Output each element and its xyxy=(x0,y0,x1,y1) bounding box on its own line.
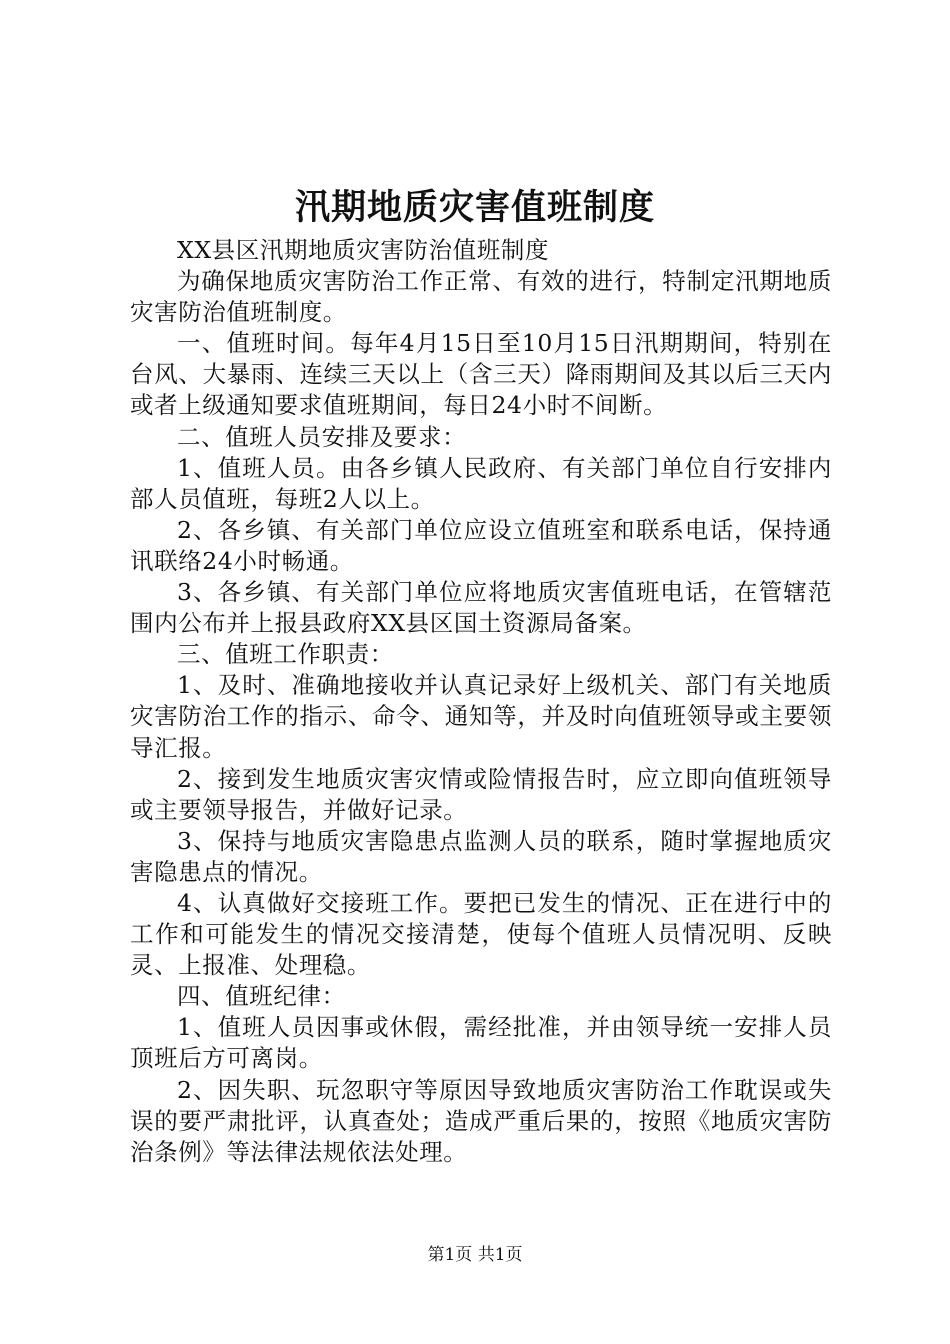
paragraph: XX县区汛期地质灾害防治值班制度 xyxy=(177,236,550,264)
page-footer: 第1页 共1页 xyxy=(427,1245,523,1265)
paragraph: 二、值班人员安排及要求： xyxy=(177,422,467,451)
paragraph: 2、因失职、玩忽职守等原因导致地质灾害防治工作耽误或失误的要严肃批评，认真查处；造成严重后果的，按照《地质灾害防治条例》等法律法规依法处理。 xyxy=(130,1075,832,1166)
document-body xyxy=(130,235,832,1168)
paragraph: 3、各乡镇、有关部门单位应将地质灾害值班电话，在管辖范围内公布并上报县政府XX县区国土资源局备案。 xyxy=(130,578,832,638)
paragraph: 3、保持与地质灾害隐患点监测人员的联系，随时掌握地质灾害隐患点的情况。 xyxy=(130,826,832,886)
paragraph: 三、值班工作职责： xyxy=(177,640,394,669)
paragraph: 为确保地质灾害防治工作正常、有效的进行，特制定汛期地质灾害防治值班制度。 xyxy=(130,267,832,327)
paragraph: 1、及时、准确地接收并认真记录好上级机关、部门有关地质灾害防治工作的指示、命令、通知等，并及时向值班领导或主要领导汇报。 xyxy=(130,671,832,762)
paragraph: 2、接到发生地质灾害灾情或险情报告时，应立即向值班领导或主要领导报告，并做好记录。 xyxy=(130,764,832,824)
paragraph: 4、认真做好交接班工作。要把已发生的情况、正在进行中的工作和可能发生的情况交接清楚，使每个值班人员情况明、反映灵、上报准、处理稳。 xyxy=(130,888,832,980)
paragraph: 1、值班人员。由各乡镇人民政府、有关部门单位自行安排内部人员值班，每班2人以上。 xyxy=(130,453,832,513)
paragraph: 四、值班纪律： xyxy=(177,982,346,1011)
paragraph: 1、值班人员因事或休假，需经批准，并由领导统一安排人员顶班后方可离岗。 xyxy=(130,1013,832,1073)
document-title: 汛期地质灾害值班制度 xyxy=(294,187,655,228)
paragraph: 2、各乡镇、有关部门单位应设立值班室和联系电话，保持通讯联络24小时畅通。 xyxy=(130,515,832,575)
paragraph: 一、值班时间。每年4月15日至10月15日汛期期间，特别在台风、大暴雨、连续三天以上（含三天）降雨期间及其以后三天内或者上级通知要求值班期间，每日24小时不间断。 xyxy=(130,329,832,420)
